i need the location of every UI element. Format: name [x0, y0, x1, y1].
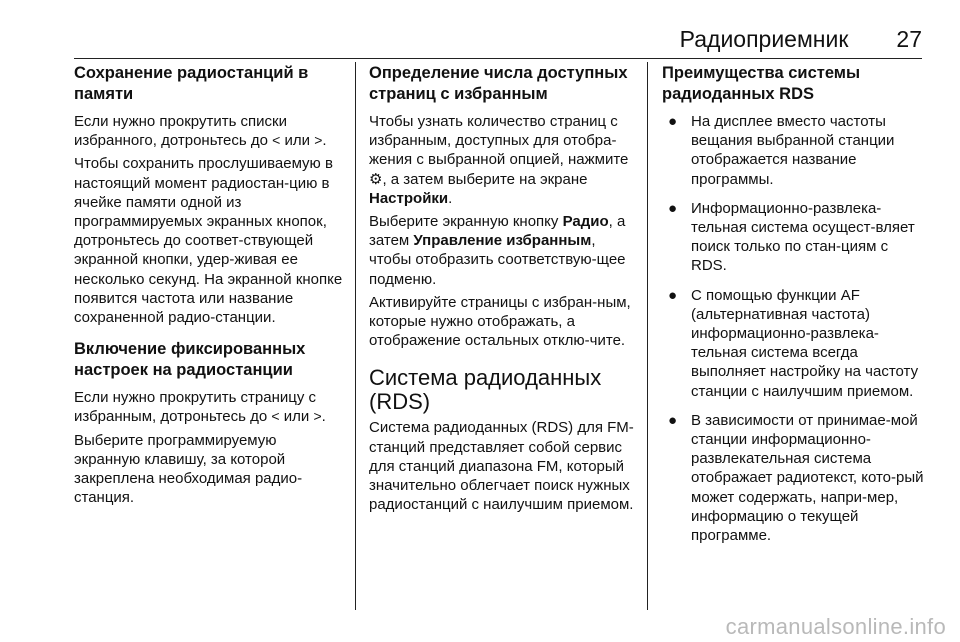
greater-than-icon: >	[313, 408, 322, 425]
rds-advantages-list	[662, 112, 924, 545]
paragraph-scroll-page	[74, 388, 344, 426]
text-run: Если нужно прокрутить списки избранного, дотроньтесь до	[74, 113, 288, 150]
heading-save-stations: Сохранение радиостанций в памяти	[74, 64, 309, 103]
heading-rds: Система радиоданных (RDS)	[369, 365, 602, 415]
paragraph-rds-description: Система радиоданных (RDS) для FM-станций представляет собой сервис для станций диапазона FM, который значительно облегчает поиск нужных радиостанций с наилучшим приемом.	[369, 419, 634, 514]
bullet-icon: ●	[668, 286, 678, 304]
radio-label: Радио	[562, 213, 609, 231]
header-rule	[74, 58, 922, 59]
bullet-icon: ●	[668, 113, 678, 130]
heading-favorite-pages: Определение числа доступных страниц с избранным	[369, 64, 628, 103]
list-item-text: Информационно-развлека-тельная система осущест-вляет поиск только по стан-циям с RDS.	[691, 199, 915, 275]
list-item	[662, 199, 924, 276]
text-run: Если нужно прокрутить страницу с избранным, дотроньтесь до	[74, 389, 317, 426]
page-number: 27	[896, 26, 922, 52]
paragraph-scroll-favorites	[74, 112, 344, 150]
text-run: , а затем выберите на экране	[382, 170, 588, 188]
column-2	[369, 63, 635, 518]
list-item	[662, 286, 924, 401]
page-header	[0, 26, 922, 56]
text-run: или	[280, 132, 315, 150]
text-run: .	[448, 189, 453, 207]
settings-gear-icon: ⚙	[369, 170, 383, 188]
column-3	[662, 63, 924, 555]
heading-fixed-settings: Включение фиксированных настроек на радиостанции	[74, 340, 306, 379]
watermark: carmanualsonline.info	[725, 614, 946, 639]
column-divider-1	[355, 62, 356, 610]
heading-rds-advantages: Преимущества системы радиоданных RDS	[662, 64, 861, 103]
paragraph-save-current: Чтобы сохранить прослушиваемую в настоящий момент радиостан-цию в ячейке памяти одной из программируемых экранных кнопок, дотроньтесь до соответ-ствующей экранной кнопки, удер-живая ее несколько секунд. На экранной кнопке появится частота или название сохраненной радио-станции.	[74, 155, 343, 327]
paragraph-radio-button	[369, 212, 635, 289]
column-divider-2	[647, 62, 648, 610]
column-1	[74, 63, 344, 511]
greater-than-icon: >	[314, 132, 323, 149]
text-run: .	[321, 408, 326, 426]
settings-label: Настройки	[369, 189, 449, 207]
bullet-icon: ●	[668, 411, 678, 429]
list-item-text: В зависимости от принимае-мой станции информационно-развлекательная система отображает радиотекст, кото-рый может содержать, напри-мер, информацию о текущей программе.	[691, 411, 924, 545]
list-item-text: С помощью функции AF (альтернативная частота) информационно-развлека-тельная система всегда выполняет настройку на частоту станции с наилучшим приемом.	[691, 286, 919, 400]
list-item-text: На дисплее вместо частоты вещания выбранной станции отображается название программы.	[691, 113, 895, 188]
text-run: или	[279, 408, 314, 426]
less-than-icon: <	[272, 132, 281, 149]
bullet-icon: ●	[668, 199, 678, 217]
text-run: Выберите экранную кнопку	[369, 213, 563, 231]
paragraph-pages-count	[369, 112, 635, 208]
text-run: .	[322, 132, 327, 150]
list-item	[662, 411, 924, 545]
manage-favorites-label: Управление избранным	[413, 232, 592, 250]
text-run: , а затем	[369, 213, 626, 250]
text-run: Чтобы узнать количество страниц с избранным, доступных для отобра-жения с выбранной опцией, нажмите	[369, 113, 629, 169]
paragraph-activate-pages: Активируйте страницы с избран-ным, которые нужно отображать, а отображение остальных отклю-чите.	[369, 293, 631, 350]
less-than-icon: <	[271, 408, 280, 425]
text-run: , чтобы отобразить соответствую-щее подменю.	[369, 232, 626, 288]
paragraph-select-key: Выберите программируемую экранную клавишу, за которой закреплена необходимая радио-станция.	[74, 431, 303, 507]
page-title: Радиоприемник	[679, 26, 849, 52]
list-item	[662, 112, 924, 189]
